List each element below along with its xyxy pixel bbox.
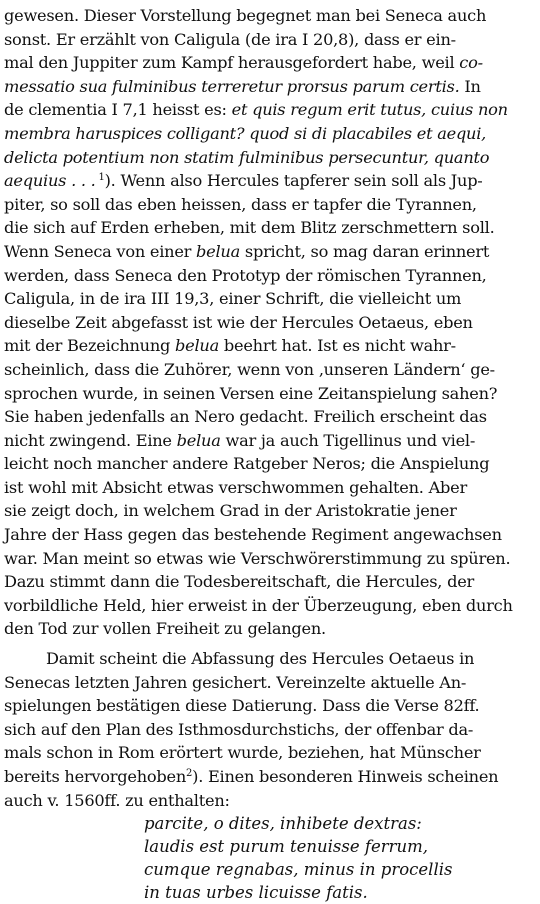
- text-line: [4, 216, 532, 240]
- verse-quotation: [4, 812, 532, 904]
- italic-text: aequius . . .: [4, 171, 96, 191]
- text-run: sprochen wurde, in seinen Versen eine Zeitanspielung sahen?: [4, 383, 498, 403]
- text-line: [4, 789, 532, 813]
- text-run: mit der Bezeichnung: [4, 336, 176, 356]
- text-run: auch v. 1560ff. zu enthalten:: [4, 790, 230, 810]
- text-run: ist wohl mit Absicht etwas verschwommen gehalten. Aber: [4, 477, 467, 497]
- text-line: [4, 617, 532, 641]
- document-page: [4, 4, 532, 904]
- text-line: [4, 671, 532, 695]
- paragraph-1: [4, 4, 532, 641]
- text-run: werden, dass Seneca den Prototyp der römischen Tyrannen,: [4, 265, 487, 285]
- italic-text: co-: [459, 53, 483, 73]
- text-line: [4, 694, 532, 718]
- text-run: ). Wenn also Hercules tapferer sein soll als Jup-: [104, 171, 483, 191]
- italic-text: et quis regum erit tutus, cuius non: [231, 100, 508, 120]
- text-line: [4, 499, 532, 523]
- text-line: [4, 4, 532, 28]
- text-line: [4, 311, 532, 335]
- verse-line: laudis est purum tenuisse ferrum,: [144, 837, 429, 857]
- text-run: leicht noch mancher andere Ratgeber Neros; die Anspielung: [4, 454, 490, 474]
- text-run: vorbildliche Held, hier erweist in der Überzeugung, eben durch: [4, 595, 513, 615]
- text-line: [4, 28, 532, 52]
- verse-line: in tuas urbes licuisse fatis.: [144, 883, 368, 903]
- text-run: Jahre der Hass gegen das bestehende Regiment angewachsen: [4, 525, 502, 545]
- text-line: [4, 193, 532, 217]
- text-run: dieselbe Zeit abgefasst ist wie der Hercules Oetaeus, eben: [4, 312, 473, 332]
- text-run: piter, so soll das eben heissen, dass er tapfer die Tyrannen,: [4, 194, 477, 214]
- text-run: die sich auf Erden erheben, mit dem Blitz zerschmettern soll.: [4, 218, 495, 238]
- text-line: [4, 98, 532, 122]
- italic-text: belua: [176, 430, 221, 450]
- text-run: Wenn Seneca von einer: [4, 241, 197, 261]
- text-line: [4, 405, 532, 429]
- text-run: sich auf den Plan des Isthmosdurchstichs, der offenbar da-: [4, 719, 474, 739]
- text-run: mals schon in Rom erörtert wurde, beziehen, hat Münscher: [4, 743, 481, 763]
- text-line: [4, 169, 532, 193]
- footnote-marker[interactable]: 1: [95, 172, 105, 184]
- text-line: [4, 146, 532, 170]
- text-line: [4, 382, 532, 406]
- text-run: Caligula, in de ira III 19,3, einer Schrift, die vielleicht um: [4, 289, 462, 309]
- text-line: [4, 75, 532, 99]
- text-run: war ja auch Tigellinus und viel-: [220, 430, 476, 450]
- text-line: [4, 718, 532, 742]
- text-line: [4, 287, 532, 311]
- italic-text: messatio sua fulminibus terreretur prorsus parum certis.: [4, 76, 460, 96]
- text-line: [4, 765, 532, 789]
- text-line: [4, 358, 532, 382]
- text-run: Senecas letzten Jahren gesichert. Vereinzelte aktuelle An-: [4, 672, 467, 692]
- text-line: [4, 570, 532, 594]
- italic-text: membra haruspices colligant? quod si di placabiles et aequi,: [4, 123, 487, 143]
- text-run: Sie haben jedenfalls an Nero gedacht. Freilich erscheint das: [4, 407, 487, 427]
- text-line: [4, 594, 532, 618]
- text-run: nicht zwingend. Eine: [4, 430, 177, 450]
- text-run: de clementia I 7,1 heisst es:: [4, 100, 232, 120]
- text-line: [4, 741, 532, 765]
- text-run: ). Einen besonderen Hinweis scheinen: [192, 767, 499, 786]
- text-run: bereits hervorgehoben: [4, 767, 186, 786]
- verse-line: cumque regnabas, minus in procellis: [144, 860, 453, 880]
- text-line: [4, 122, 532, 146]
- text-run: mal den Juppiter zum Kampf herausgefordert habe, weil: [4, 53, 460, 73]
- text-line: [4, 429, 532, 453]
- verse-line: parcite, o dites, inhibete dextras:: [144, 814, 422, 834]
- text-run: spielungen bestätigen diese Datierung. Dass die Verse 82ff.: [4, 696, 480, 716]
- text-line: [4, 334, 532, 358]
- text-run: sie zeigt doch, in welchem Grad in der Aristokratie jener: [4, 501, 457, 521]
- text-run: gewesen. Dieser Vorstellung begegnet man bei Seneca auch: [4, 6, 487, 25]
- text-run: beehrt hat. Ist es nicht wahr-: [219, 336, 456, 356]
- text-run: Damit scheint die Abfassung des Hercules Oetaeus in: [46, 649, 475, 669]
- text-run: In: [459, 76, 481, 96]
- text-run: war. Man meint so etwas wie Verschwörerstimmung zu spüren.: [4, 548, 511, 568]
- text-run: scheinlich, dass die Zuhörer, wenn von ‚unseren Ländern‘ ge-: [4, 359, 495, 379]
- italic-text: belua: [175, 336, 219, 356]
- text-run: spricht, so mag daran erinnert: [240, 241, 490, 261]
- text-run: Dazu stimmt dann die Todesbereitschaft, die Hercules, der: [4, 572, 475, 592]
- text-line: [4, 547, 532, 571]
- text-run: sonst. Er erzählt von Caligula (de ira I 20,8), dass er ein-: [4, 29, 456, 49]
- text-line: [4, 264, 532, 288]
- text-line: [4, 476, 532, 500]
- italic-text: belua: [196, 241, 240, 261]
- footnote-marker[interactable]: 2: [186, 768, 193, 779]
- paragraph-2: [4, 647, 532, 812]
- text-line: [4, 51, 532, 75]
- text-line: [4, 452, 532, 476]
- text-line: [4, 240, 532, 264]
- italic-text: delicta potentium non statim fulminibus persecuntur, quanto: [4, 147, 490, 167]
- text-line: [4, 647, 532, 671]
- text-line: [4, 523, 532, 547]
- text-run: den Tod zur vollen Freiheit zu gelangen.: [4, 619, 326, 639]
